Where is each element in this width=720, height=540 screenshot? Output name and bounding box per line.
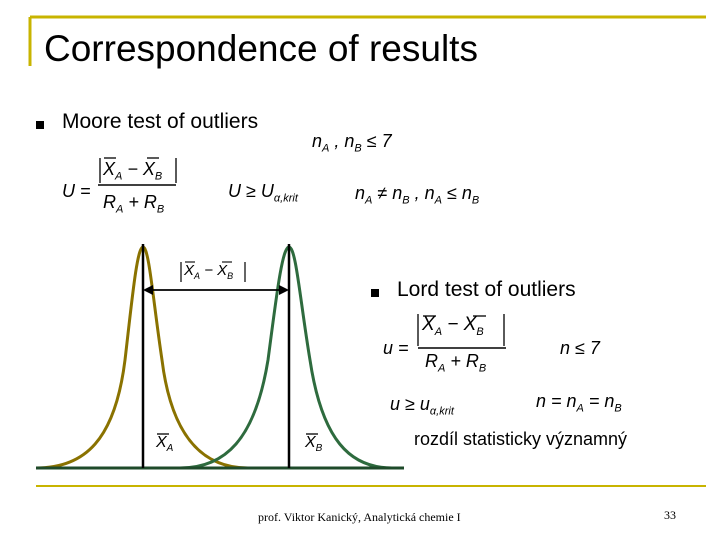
xb-label: $X_B$ xyxy=(305,434,323,455)
moore-numerator: $X_A - X_B$ xyxy=(103,159,163,183)
lord-statistic: u = xyxy=(383,338,409,358)
lord-cond-equal: $n = n_A = n_B$ xyxy=(536,391,622,415)
moore-cond-small: $n_A$ , $n_B \le 7$ xyxy=(312,131,392,155)
xa-label: $X_A$ xyxy=(156,434,174,455)
footer-author: prof. Viktor Kanický, Analytická chemie I xyxy=(258,510,461,524)
slide-title: Correspondence of results xyxy=(44,28,478,69)
lord-numerator: $X_A - X_B$ xyxy=(422,314,484,338)
moore-statistic: U = xyxy=(62,181,91,201)
arrow-head-left xyxy=(143,285,153,295)
bullet-lord xyxy=(371,289,379,297)
moore-denominator: $R_A + R_B$ xyxy=(103,192,165,216)
moore-cond-unequal: $n_A \ne n_B$ , $n_A \le n_B$ xyxy=(355,183,480,207)
lord-cond-small: n ≤ 7 xyxy=(560,338,600,358)
moore-rule: $U \ge U_{\alpha,krit}$ xyxy=(228,181,298,205)
lord-label: Lord test of outliers xyxy=(397,278,576,301)
arrow-head-right xyxy=(279,285,289,295)
bullet-moore xyxy=(36,121,44,129)
lord-conclusion: rozdíl statisticky významný xyxy=(414,429,628,449)
diff-label: $X_A - X_B$ xyxy=(184,262,234,281)
page-number: 33 xyxy=(664,508,676,522)
lord-rule: $u \ge u_{\alpha,krit}$ xyxy=(390,394,454,418)
lord-denominator: $R_A + R_B$ xyxy=(425,351,487,375)
moore-label: Moore test of outliers xyxy=(62,110,259,133)
